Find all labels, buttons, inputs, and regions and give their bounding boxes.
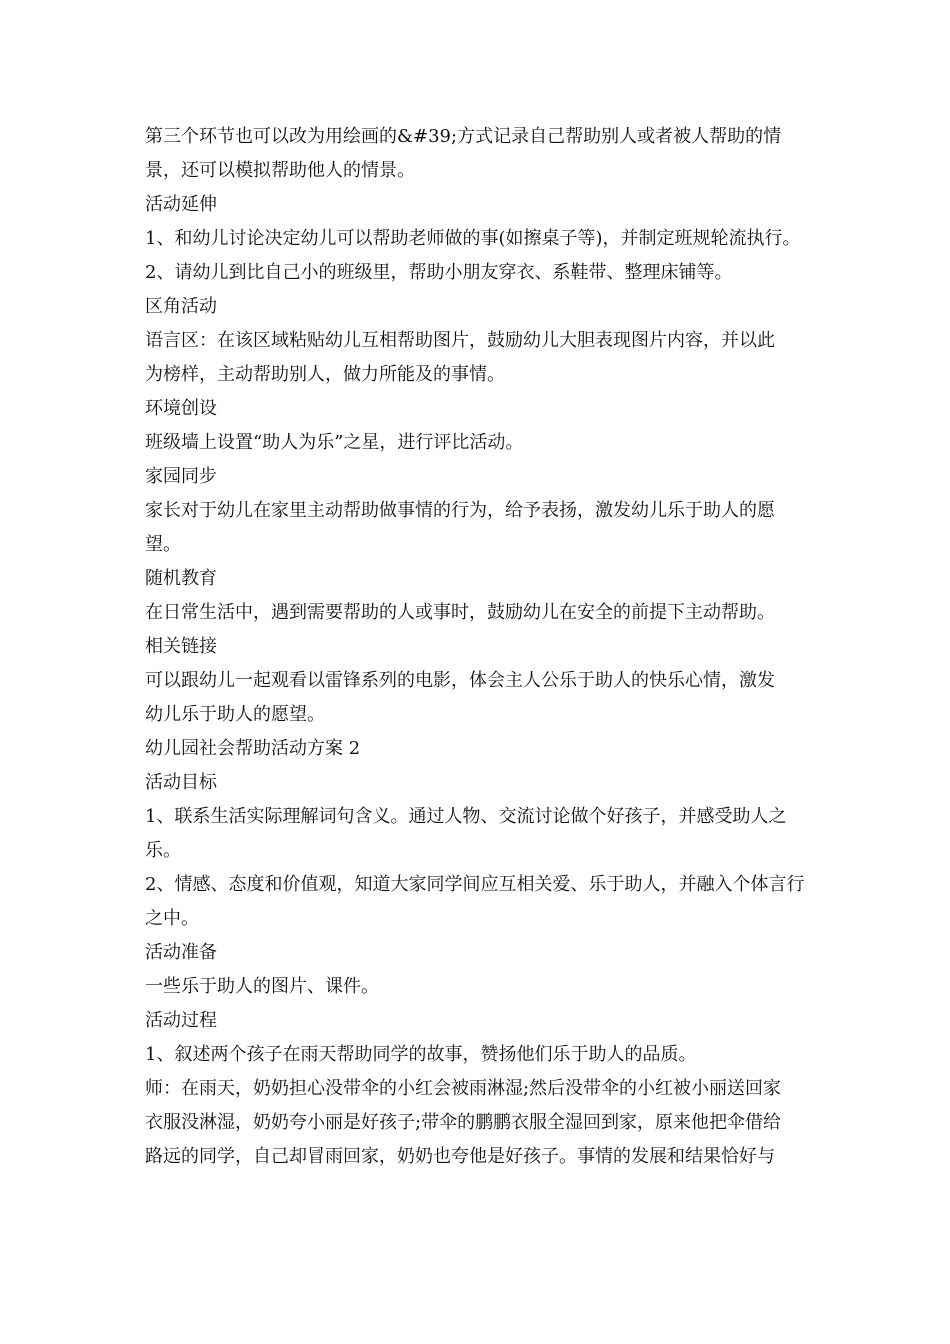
text-line: 幼儿乐于助人的愿望。 [145, 704, 325, 725]
section-heading: 环境创设 [145, 398, 217, 419]
section-heading: 区角活动 [145, 296, 217, 317]
text-line: 师：在雨天，奶奶担心没带伞的小红会被雨淋湿;然后没带伞的小红被小丽送回家 [145, 1078, 782, 1099]
section-heading: 随机教育 [145, 568, 217, 589]
text-line: 望。 [145, 534, 181, 555]
text-line: 为榜样，主动帮助别人，做力所能及的事情。 [145, 364, 505, 385]
document-body [145, 120, 825, 1174]
section-heading: 相关链接 [145, 636, 217, 657]
text-line: 景，还可以模拟帮助他人的情景。 [145, 160, 415, 181]
text-line: 可以跟幼儿一起观看以雷锋系列的电影，体会主人公乐于助人的快乐心情，激发 [145, 670, 775, 691]
section-heading: 家园同步 [145, 466, 217, 487]
text-line: 路远的同学，自己却冒雨回家，奶奶也夸他是好孩子。事情的发展和结果恰好与 [145, 1146, 775, 1167]
text-line: 第三个环节也可以改为用绘画的&#39;方式记录自己帮助别人或者被人帮助的情 [145, 126, 782, 147]
text-line: 衣服没淋湿，奶奶夸小丽是好孩子;带伞的鹏鹏衣服全湿回到家，原来他把伞借给 [145, 1112, 782, 1133]
section-heading: 活动过程 [145, 1010, 217, 1031]
text-line: 班级墙上设置“助人为乐”之星，进行评比活动。 [145, 432, 524, 453]
text-line: 1、叙述两个孩子在雨天帮助同学的故事，赞扬他们乐于助人的品质。 [145, 1044, 697, 1065]
text-line: 语言区：在该区域粘贴幼儿互相帮助图片，鼓励幼儿大胆表现图片内容，并以此 [145, 330, 775, 351]
text-line: 在日常生活中，遇到需要帮助的人或事时，鼓励幼儿在安全的前提下主动帮助。 [145, 602, 775, 623]
document-section-title: 幼儿园社会帮助活动方案 2 [145, 738, 361, 759]
text-line: 1、联系生活实际理解词句含义。通过人物、交流讨论做个好孩子，并感受助人之 [145, 806, 787, 827]
section-heading: 活动目标 [145, 772, 217, 793]
text-line: 之中。 [145, 908, 199, 929]
section-heading: 活动准备 [145, 942, 217, 963]
text-line: 2、请幼儿到比自己小的班级里，帮助小朋友穿衣、系鞋带、整理床铺等。 [145, 262, 733, 283]
text-line: 2、情感、态度和价值观，知道大家同学间应互相关爱、乐于助人，并融入个体言行 [145, 874, 805, 895]
text-line: 1、和幼儿讨论决定幼儿可以帮助老师做的事(如擦桌子等)，并制定班规轮流执行。 [145, 228, 801, 249]
section-heading: 活动延伸 [145, 194, 217, 215]
text-line: 乐。 [145, 840, 181, 861]
text-line: 家长对于幼儿在家里主动帮助做事情的行为，给予表扬，激发幼儿乐于助人的愿 [145, 500, 775, 521]
text-line: 一些乐于助人的图片、课件。 [145, 976, 379, 997]
